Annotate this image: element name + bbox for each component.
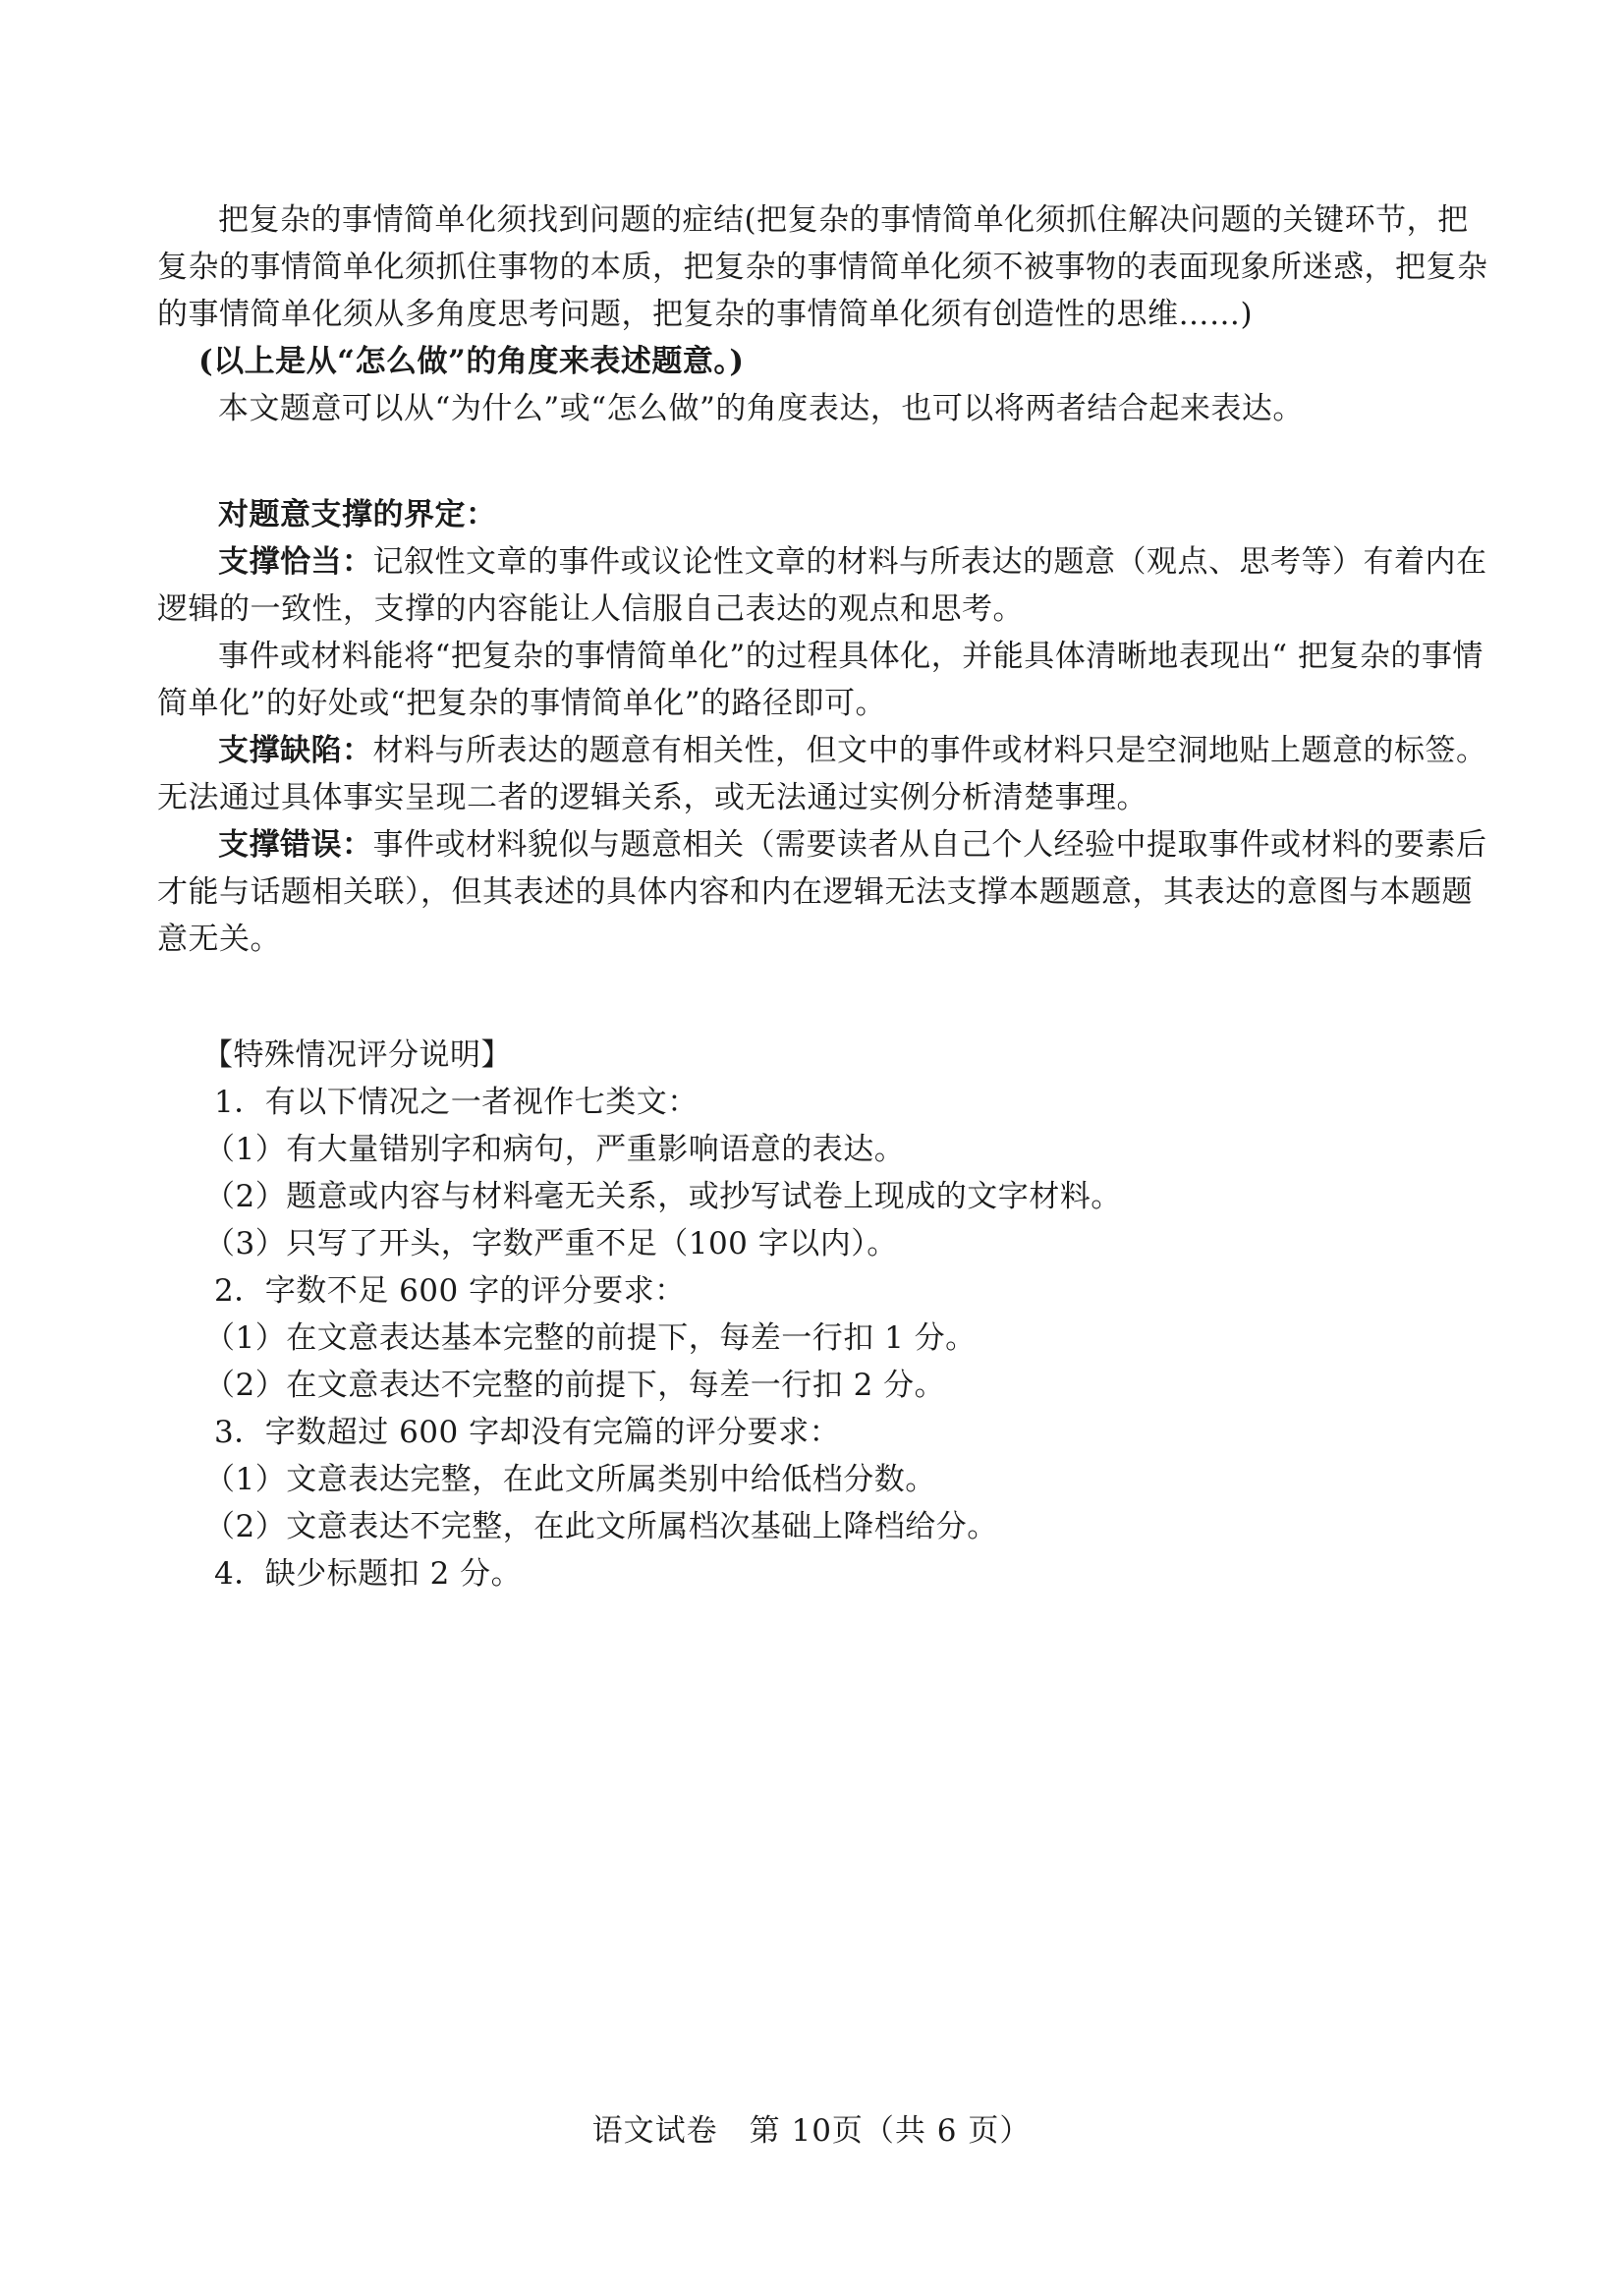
support-proper (157, 538, 1493, 633)
support-error-lead: 支撑错误： (218, 827, 373, 863)
document-body (157, 196, 1493, 1597)
special-item: （1）文意表达完整，在此文所属类别中给低档分数。 (204, 1462, 936, 1497)
support-defect-text: 材料与所表达的题意有相关性，但文中的事件或材料只是空洞地贴上题意的标签。无法通过具体事实呈现二者的逻辑关系，或无法通过实例分析清楚事理。 (157, 733, 1487, 815)
support-proper-extra: 事件或材料能将“把复杂的事情简单化”的过程具体化，并能具体清晰地表现出“ 把复杂的事情简单化”的好处或“把复杂的事情简单化”的路径即可。 (157, 639, 1483, 721)
support-section-title: 对题意支撑的界定： (218, 497, 497, 532)
support-defect-lead: 支撑缺陷： (218, 733, 373, 768)
page-footer: 语文试卷 第 10页（共 6 页） (591, 2113, 1032, 2149)
support-defect (157, 727, 1493, 821)
support-proper-lead: 支撑恰当： (218, 544, 373, 580)
special-item: （2）题意或内容与材料毫无关系，或抄写试卷上现成的文字材料。 (204, 1179, 1122, 1214)
special-item: （3）只写了开头，字数严重不足（100 字以内）。 (204, 1226, 898, 1261)
special-item: （2）文意表达不完整，在此文所属档次基础上降档给分。 (204, 1509, 998, 1544)
special-item: （1）在文意表达基本完整的前提下，每差一行扣 1 分。 (204, 1320, 977, 1356)
support-proper-text: 记叙性文章的事件或议论性文章的材料与所表达的题意（观点、思考等）有着内在逻辑的一致性，支撑的内容能让人信服自己表达的观点和思考。 (157, 544, 1487, 627)
special-item: 1．有以下情况之一者视作七类文： (214, 1085, 699, 1120)
special-item: 2．字数不足 600 字的评分要求： (214, 1273, 686, 1309)
special-item: 3．字数超过 600 字却没有完篇的评分要求： (214, 1415, 841, 1450)
paragraph-perspective: 本文题意可以从“为什么”或“怎么做”的角度表达，也可以将两者结合起来表达。 (218, 391, 1304, 426)
support-error-text: 事件或材料貌似与题意相关（需要读者从自己个人经验中提取事件或材料的要素后才能与话题相关联），但其表述的具体内容和内在逻辑无法支撑本题题意，其表达的意图与本题题意无关。 (157, 827, 1487, 957)
special-scoring-section (157, 1032, 1493, 1597)
note-how-perspective: (以上是从“怎么做”的角度来表述题意。) (198, 344, 745, 379)
special-section-title: 【特殊情况评分说明】 (202, 1037, 512, 1073)
special-item: （1）有大量错别字和病句，严重影响语意的表达。 (204, 1132, 906, 1167)
special-item: （2）在文意表达不完整的前提下，每差一行扣 2 分。 (204, 1368, 946, 1403)
special-item: 4．缺少标题扣 2 分。 (214, 1556, 523, 1592)
support-error (157, 821, 1493, 963)
paragraph-how-to: 把复杂的事情简单化须找到问题的症结(把复杂的事情简单化须抓住解决问题的关键环节，把复杂的事情简单化须抓住事物的本质，把复杂的事情简单化须不被事物的表面现象所迷惑，把复杂的事情简单化须从多角度思考问题，把复杂的事情简单化须有创造性的思维……) (157, 202, 1488, 332)
